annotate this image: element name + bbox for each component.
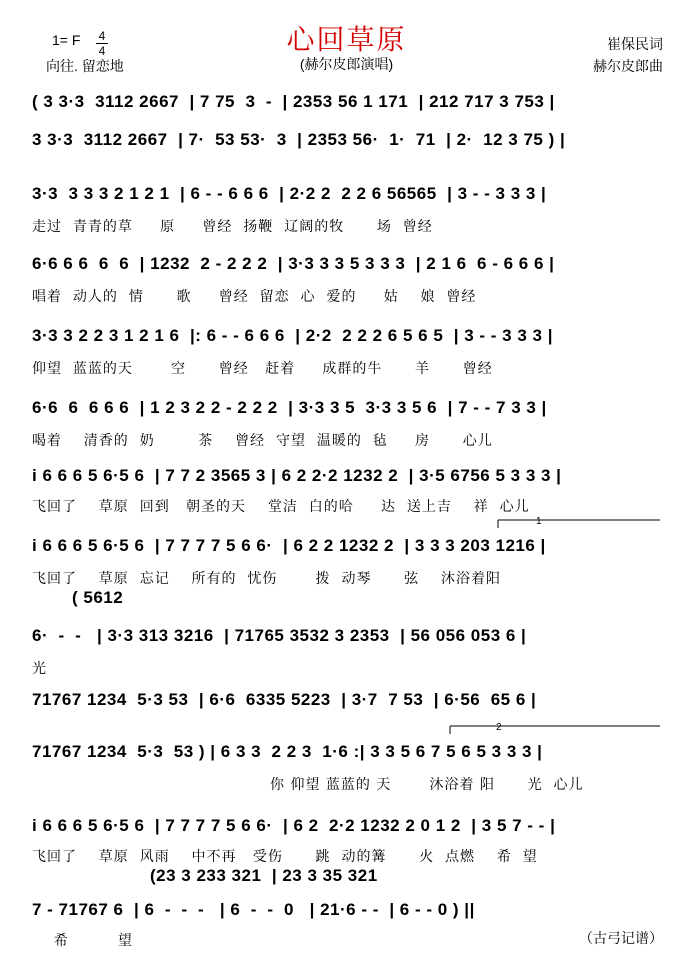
score-line-12: i 6 6 6 5 6·5 6 | 7 7 7 7 5 6 6· | 6 2 2·2 1232 2 0 1 2 | 3 5 7 - - | [32, 816, 556, 835]
bracket-phrase: ( 5612 [72, 588, 124, 607]
composer-credit: 赫尔皮郎曲 [593, 58, 663, 74]
key-signature: 1= F [52, 32, 81, 48]
score-line-11: 71767 1234 5·3 53 ) | 6 3 3 2 2 3 1·6 :| 3 3 5 6 7 5 6 5 3 3 3 | [32, 742, 543, 761]
time-signature-top: 4 [98, 29, 106, 43]
tempo-mood: 向往. 留恋地 [46, 58, 124, 74]
time-signature-bottom: 4 [98, 44, 106, 58]
song-title: 心回草原 [286, 24, 407, 55]
lyric-line-13: 希 望 [32, 933, 133, 949]
volta-2-label: 2 [496, 722, 502, 733]
accompaniment-phrase: (23 3 233 321 | 23 3 35 321 [150, 866, 378, 885]
lyric-line-4: 唱着 动人的 情 歌 曾经 留恋 心 爱的 姑 娘 曾经 [32, 289, 477, 305]
lyric-line-8: 飞回了 草原 忘记 所有的 忧伤 拨 动琴 弦 沐浴着阳 [32, 571, 501, 587]
score-line-7: i 6 6 6 5 6·5 6 | 7 7 2 3565 3 | 6 2 2·2 1232 2 | 3·5 6756 5 3 3 3 | [32, 466, 562, 485]
score-line-9: 6· - - | 3·3 313 3216 | 71765 3532 3 2353 | 56 056 053 6 | [32, 626, 527, 645]
score-line-10: 71767 1234 5·3 53 | 6·6 6335 5223 | 3·7 7 53 | 6·56 65 6 | [32, 690, 537, 709]
lyric-line-7: 飞回了 草原 回到 朝圣的天 堂洁 白的哈 达 送上吉 祥 心儿 [32, 499, 530, 515]
lyric-line-5: 仰望 蓝蓝的天 空 曾经 赶着 成群的牛 羊 曾经 [32, 361, 493, 377]
score-line-8: i 6 6 6 5 6·5 6 | 7 7 7 7 5 6 6· | 6 2 2 1232 2 | 3 3 3 203 1216 | [32, 536, 546, 555]
score-line-5: 3·3 3 2 2 3 1 2 1 6 |: 6 - - 6 6 6 | 2·2 2 2 2 6 5 6 5 | 3 - - 3 3 3 | [32, 326, 553, 345]
lyric-line-3: 走过 青青的草 原 曾经 扬鞭 辽阔的牧 场 曾经 [32, 219, 433, 235]
score-line-13: 7 - 71767 6 | 6 - - - | 6 - - 0 | 21·6 - - | 6 - - 0 ) || [32, 900, 475, 919]
lyric-line-12: 飞回了 草原 风雨 中不再 受伤 跳 动的篝 火 点燃 希 望 [32, 849, 538, 865]
lyric-line-11: 你 仰望 蓝蓝的 天 沐浴着 阳 光 心儿 [270, 777, 584, 793]
lyric-line-9: 光 [32, 661, 47, 677]
lyric-line-6: 喝着 清香的 奶 茶 曾经 守望 温暖的 毡 房 心儿 [32, 433, 493, 449]
volta-1-label: 1 [536, 516, 542, 527]
lyricist-credit: 崔保民词 [607, 36, 663, 52]
score-line-2: 3 3·3 3112 2667 | 7· 53 53· 3 | 2353 56· 1· 71 | 2· 12 3 75 ) | [32, 130, 566, 149]
score-line-3: 3·3 3 3 3 2 1 2 1 | 6 - - 6 6 6 | 2·2 2 2 2 6 56565 | 3 - - 3 3 3 | [32, 184, 547, 203]
score-line-1: ( 3 3·3 3112 2667 | 7 75 3 - | 2353 56 1 171 | 212 717 3 753 | [32, 92, 555, 111]
score-line-4: 6·6 6 6 6 6 | 1232 2 - 2 2 2 | 3·3 3 3 5 3 3 3 | 2 1 6 6 - 6 6 6 | [32, 254, 555, 273]
score-line-6: 6·6 6 6 6 6 | 1 2 3 2 2 - 2 2 2 | 3·3 3 5 3·3 3 5 6 | 7 - - 7 3 3 | [32, 398, 547, 417]
transcriber-credit: （古弓记谱） [579, 930, 663, 946]
singer-subtitle: (赫尔皮郎演唱) [299, 56, 394, 72]
